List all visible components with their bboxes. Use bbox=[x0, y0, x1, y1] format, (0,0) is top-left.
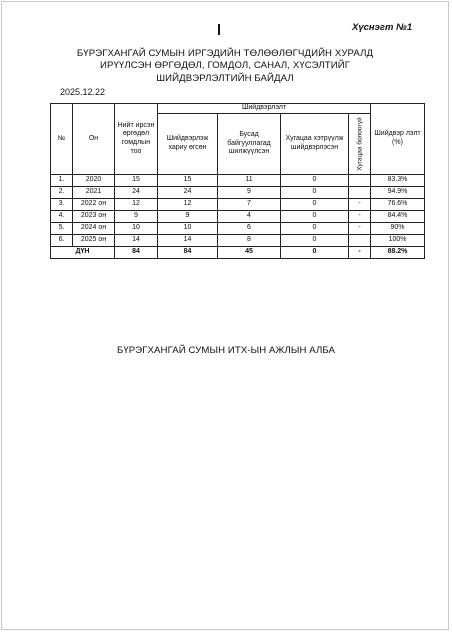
cell-year: 2025 он bbox=[73, 235, 115, 247]
report-table bbox=[50, 103, 425, 259]
cell-rate: 84.4% bbox=[371, 211, 425, 223]
cell-transferred: 4 bbox=[218, 211, 281, 223]
cell-not-due bbox=[349, 187, 371, 199]
header-overdue: Хугацаа хэтрүүлж шийдвэрлэсэн bbox=[281, 114, 349, 175]
cell-rate: 83.3% bbox=[371, 175, 425, 187]
cell-overdue: 0 bbox=[281, 223, 349, 235]
cell-no: 2. bbox=[51, 187, 73, 199]
document-title bbox=[40, 48, 410, 85]
header-rate: Шийдвэр лэлт (%) bbox=[371, 104, 425, 175]
footer-organization: БҮРЭГХАНГАЙ СУМЫН ИТХ-ЫН АЖЛЫН АЛБА bbox=[116, 345, 336, 356]
cell-year: 2021 bbox=[73, 187, 115, 199]
cell-not-due: - bbox=[349, 211, 371, 223]
total-cell-overdue: 0 bbox=[281, 247, 349, 259]
total-cell-resolved: 84 bbox=[158, 247, 218, 259]
cell-rate: 90% bbox=[371, 223, 425, 235]
cell-no: 1. bbox=[51, 175, 73, 187]
header-not-due-text: Хугацаа болоогүй bbox=[356, 117, 363, 171]
table-row bbox=[51, 223, 425, 235]
title-line-3: ШИЙДВЭРЛЭЛТИЙН БАЙДАЛ bbox=[156, 72, 294, 84]
cell-total: 15 bbox=[115, 175, 158, 187]
cell-not-due: - bbox=[349, 199, 371, 211]
appendix-label: Хүснэгт №1 bbox=[352, 22, 413, 33]
cell-no: 6. bbox=[51, 235, 73, 247]
total-cell-not-due: - bbox=[349, 247, 371, 259]
cell-year: 2022 он bbox=[73, 199, 115, 211]
cell-resolved: 14 bbox=[158, 235, 218, 247]
table-row bbox=[51, 211, 425, 223]
cell-resolved: 10 bbox=[158, 223, 218, 235]
total-cell-transferred: 45 bbox=[218, 247, 281, 259]
cell-year: 2024 он bbox=[73, 223, 115, 235]
text-cursor bbox=[218, 24, 220, 35]
table-total-row bbox=[51, 247, 425, 259]
header-not-due bbox=[349, 114, 371, 175]
cell-no: 3. bbox=[51, 199, 73, 211]
header-resolution-group: Шийдвэрлэлт bbox=[158, 104, 371, 114]
cell-overdue: 0 bbox=[281, 187, 349, 199]
table-row bbox=[51, 199, 425, 211]
cell-resolved: 15 bbox=[158, 175, 218, 187]
cell-year: 2020 bbox=[73, 175, 115, 187]
header-total-received: Нийт ирсэн өргөдөл гомдлын тоо bbox=[115, 104, 158, 175]
cell-overdue: 0 bbox=[281, 199, 349, 211]
total-cell-total: 84 bbox=[115, 247, 158, 259]
title-line-2: ИРҮҮЛСЭН ӨРГӨДӨЛ, ГОМДОЛ, САНАЛ, ХҮСЭЛТИЙГ bbox=[99, 60, 351, 72]
cell-overdue: 0 bbox=[281, 235, 349, 247]
cell-overdue: 0 bbox=[281, 175, 349, 187]
cell-no: 4. bbox=[51, 211, 73, 223]
cell-rate: 76.6% bbox=[371, 199, 425, 211]
cell-rate: 100% bbox=[371, 235, 425, 247]
header-transferred: Бусад байгууллагад шилжүүлсэн bbox=[218, 114, 281, 175]
cell-total: 12 bbox=[115, 199, 158, 211]
cell-transferred: 6 bbox=[218, 223, 281, 235]
cell-resolved: 24 bbox=[158, 187, 218, 199]
table-row bbox=[51, 187, 425, 199]
cell-transferred: 11 bbox=[218, 175, 281, 187]
cell-transferred: 8 bbox=[218, 235, 281, 247]
cell-not-due bbox=[349, 175, 371, 187]
title-line-1: БҮРЭГХАНГАЙ СУМЫН ИРГЭДИЙН ТӨЛӨӨЛӨГЧДИЙН ХУРАЛД bbox=[76, 48, 374, 59]
header-year: Он bbox=[73, 104, 115, 175]
cell-resolved: 9 bbox=[158, 211, 218, 223]
cell-total: 14 bbox=[115, 235, 158, 247]
cell-resolved: 12 bbox=[158, 199, 218, 211]
cell-year: 2023 он bbox=[73, 211, 115, 223]
total-label: ДҮН bbox=[51, 247, 115, 259]
cell-total: 24 bbox=[115, 187, 158, 199]
cell-no: 5. bbox=[51, 223, 73, 235]
cell-transferred: 7 bbox=[218, 199, 281, 211]
cell-total: 10 bbox=[115, 223, 158, 235]
cell-rate: 94.9% bbox=[371, 187, 425, 199]
table-row bbox=[51, 175, 425, 187]
table-row bbox=[51, 235, 425, 247]
total-cell-rate: 88.2% bbox=[371, 247, 425, 259]
document-date: 2025.12.22 bbox=[60, 87, 106, 97]
header-resolved-positive: Шийдвэрлэж хариу өгсөн bbox=[158, 114, 218, 175]
cell-transferred: 9 bbox=[218, 187, 281, 199]
cell-overdue: 0 bbox=[281, 211, 349, 223]
header-no: № bbox=[51, 104, 73, 175]
cell-total: 9 bbox=[115, 211, 158, 223]
cell-not-due: - bbox=[349, 223, 371, 235]
cell-not-due bbox=[349, 235, 371, 247]
